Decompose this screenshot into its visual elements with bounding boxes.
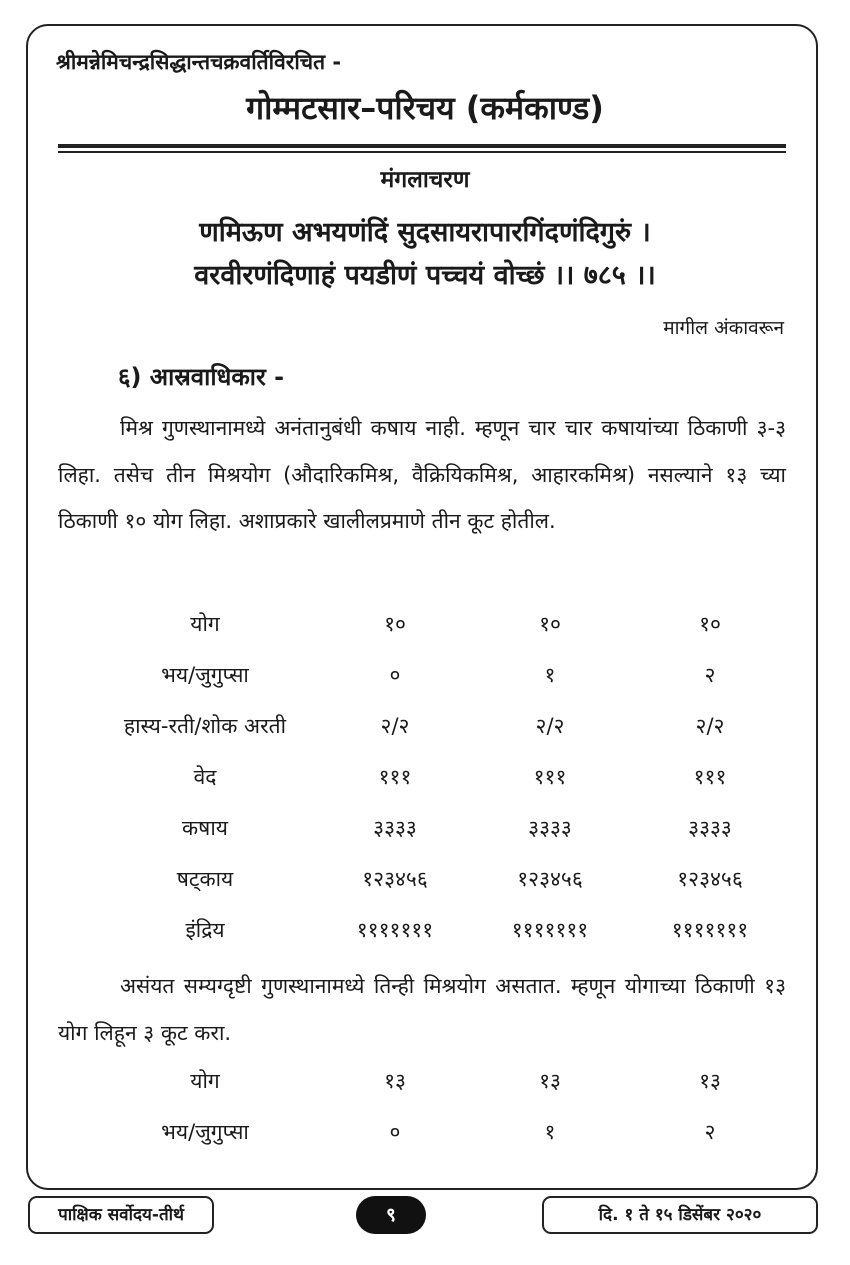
row-label: कषाय	[182, 816, 228, 840]
row-value: १३	[539, 1069, 561, 1093]
title-divider-thin	[58, 151, 786, 153]
row-label: षट्काय	[176, 867, 234, 891]
table-row	[0, 865, 850, 905]
row-label: हास्य-रती/शोक अरती	[123, 714, 287, 738]
row-value: १०	[699, 612, 721, 636]
row-value: ३३३३	[373, 816, 417, 840]
page-title: गोम्मटसार–परिचय (कर्मकाण्ड)	[246, 89, 604, 127]
author-subtitle: श्रीमन्नेमिचन्द्रसिद्धान्तचक्रवर्तिविरचित -	[56, 50, 342, 74]
row-label: योग	[190, 612, 220, 636]
row-value: १	[544, 663, 556, 687]
row-value: १२३४५६	[362, 867, 428, 891]
row-value: १३	[384, 1069, 406, 1093]
row-label: भय/जुगुप्सा	[161, 1120, 249, 1144]
table-row	[0, 661, 850, 701]
row-value: ०	[389, 663, 401, 687]
row-value: १०	[539, 612, 561, 636]
page-number-badge: ९	[356, 1196, 426, 1234]
continued-note: मागील अंकावरून	[663, 317, 784, 339]
row-value: ०	[389, 1120, 401, 1144]
row-value: १०	[384, 612, 406, 636]
row-value: २/२	[380, 714, 410, 738]
row-value: १३	[699, 1069, 721, 1093]
row-label: योग	[190, 1069, 220, 1093]
row-label: इंद्रिय	[185, 918, 225, 942]
row-value: १११	[693, 765, 727, 789]
title-divider-thick	[58, 144, 786, 148]
table-row	[0, 916, 850, 956]
table-row	[0, 1067, 850, 1107]
row-value: १११	[378, 765, 412, 789]
row-label: वेद	[193, 765, 217, 789]
row-value: २	[704, 1120, 716, 1144]
invocation-heading: मंगलाचरण	[380, 167, 470, 193]
row-value: ३३३३	[688, 816, 732, 840]
row-value: १	[544, 1120, 556, 1144]
row-value: १२३४५६	[517, 867, 583, 891]
row-value: १२३४५६	[677, 867, 743, 891]
publication-badge: पाक्षिक सर्वोदय-तीर्थ	[28, 1196, 214, 1234]
row-value: १११११११	[671, 918, 749, 942]
row-value: २	[704, 663, 716, 687]
row-value: २/२	[695, 714, 725, 738]
table-row	[0, 712, 850, 752]
table-row	[0, 763, 850, 803]
table-row	[0, 814, 850, 854]
paragraph-1: मिश्र गुणस्थानामध्ये अनंतानुबंधी कषाय नाही. म्हणून चार चार कषायांच्या ठिकाणी ३-३ लिहा. तसेच तीन मिश्रयोग (औदारिकमिश्र, वैक्रियिकमिश्र, आहारकमिश्र) नसल्याने १३ च्या ठिकाणी १० योग लिहा. अशाप्रकारे खालीलप्रमाणे तीन कूट होतील.	[58, 416, 786, 533]
row-value: ३३३३	[528, 816, 572, 840]
row-value: १११	[533, 765, 567, 789]
row-value: १११११११	[356, 918, 434, 942]
row-label: भय/जुगुप्सा	[161, 663, 249, 687]
verse-line-1: णमिऊण अभयणंदिं सुदसायरापारगिंदणंदिगुरुं ।	[199, 217, 651, 248]
table-row	[0, 610, 850, 650]
date-badge: दि. १ ते १५ डिसेंबर २०२०	[542, 1196, 818, 1234]
paragraph-2: असंयत सम्यग्दृष्टी गुणस्थानामध्ये तिन्ही मिश्रयोग असतात. म्हणून योगाच्या ठिकाणी १३ योग लिहून ३ कूट करा.	[58, 974, 786, 1045]
table-row	[0, 1118, 850, 1158]
verse-line-2: वरवीरणंदिणाहं पयडीणं पच्चयं वोच्छं ।। ७८५ ।।	[194, 260, 656, 291]
section-title: ६) आस्रवाधिकार -	[118, 363, 285, 391]
row-value: २/२	[535, 714, 565, 738]
row-value: १११११११	[511, 918, 589, 942]
